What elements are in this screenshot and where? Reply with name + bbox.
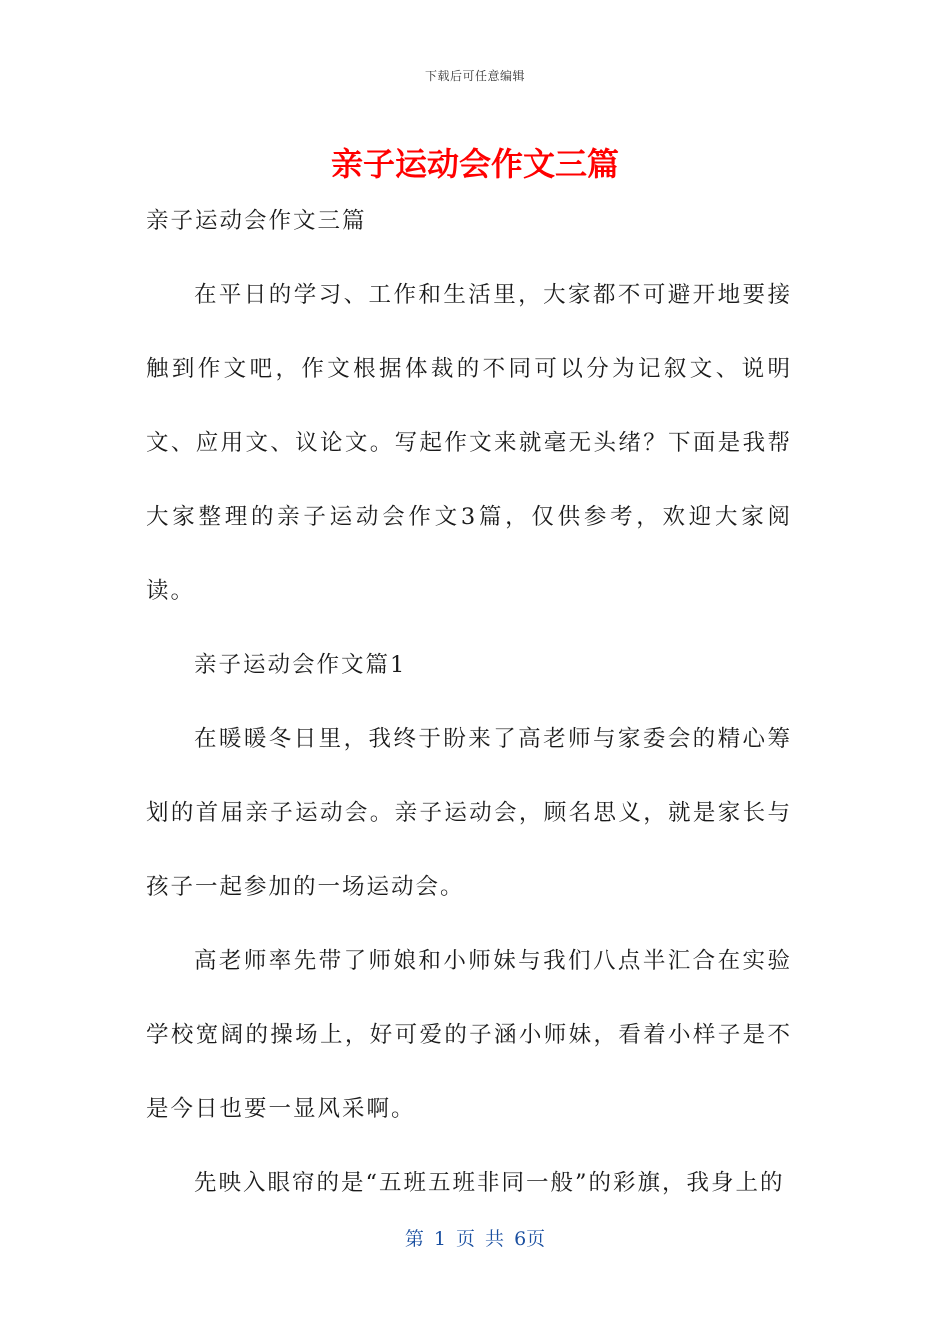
body-paragraph: 高老师率先带了师娘和小师妹与我们八点半汇合在实验学校宽阔的操场上，好可爱的子涵小师妹，看着小样子是不是今日也要一显风采啊。 (146, 948, 792, 1122)
document-body (146, 184, 792, 1220)
intro-paragraph: 在平日的学习、工作和生活里，大家都不可避开地要接触到作文吧，作文根据体裁的不同可以分为记叙文、说明文、应用文、议论文。写起作文来就毫无头绪？下面是我帮大家整理的亲子运动会作文3篇，仅供参考，欢迎大家阅读。 (146, 282, 792, 604)
body-paragraph: 在暖暖冬日里，我终于盼来了高老师与家委会的精心筹划的首届亲子运动会。亲子运动会，顾名思义，就是家长与孩子一起参加的一场运动会。 (146, 726, 792, 900)
section-heading: 亲子运动会作文篇1 (194, 652, 407, 678)
page-number: 第 1 页 共 6页 (404, 1228, 546, 1250)
document-title: 亲子运动会作文三篇 (330, 145, 619, 183)
subtitle-paragraph: 亲子运动会作文三篇 (146, 208, 367, 234)
header-note: 下载后可任意编辑 (424, 69, 525, 83)
body-paragraph: 先映入眼帘的是“五班五班非同一般”的彩旗，我身上的 (194, 1170, 785, 1196)
